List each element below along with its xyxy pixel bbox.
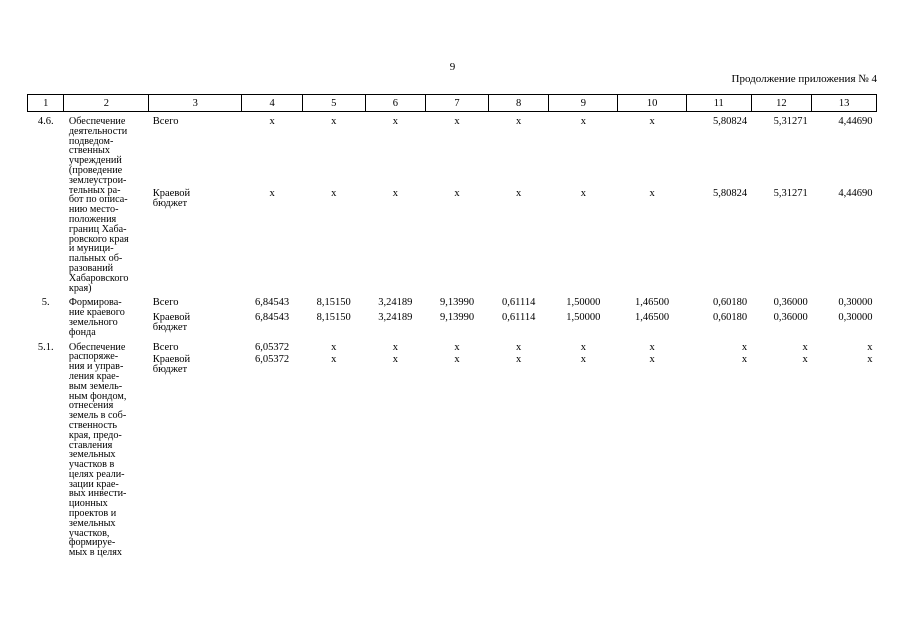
- value-text: 0,61114: [501, 311, 536, 323]
- value-text: х: [867, 353, 873, 365]
- value-text: х: [331, 188, 337, 200]
- value-text: х: [580, 353, 586, 365]
- value-text: х: [580, 116, 586, 127]
- value-text: х: [392, 353, 398, 365]
- value-text: 0,60180: [712, 311, 748, 323]
- value-text: 5,31271: [773, 116, 808, 127]
- value-cell: [365, 293, 426, 337]
- value-text: 6,84543: [255, 311, 290, 323]
- funding-source-label: Всего: [152, 297, 179, 309]
- value-text: х: [454, 116, 460, 127]
- value-text: 9,13990: [439, 297, 475, 309]
- value-text: х: [269, 116, 275, 127]
- value-text: 3,24189: [378, 311, 413, 323]
- value-text: х: [649, 353, 655, 365]
- value-cell: [302, 112, 365, 294]
- funding-source-label: Краевой бюджет: [152, 311, 191, 333]
- value-text: 6,84543: [255, 297, 290, 309]
- funding-source-cell: [149, 338, 242, 559]
- value-cell: [488, 293, 549, 337]
- value-text: х: [867, 341, 873, 353]
- value-text: х: [331, 353, 337, 365]
- value-text: 5,80824: [712, 116, 748, 127]
- value-text: 4,44690: [838, 188, 873, 200]
- funding-source-cell: [149, 293, 242, 337]
- table-row: [28, 112, 877, 294]
- value-cell: [751, 338, 812, 559]
- value-cell: [618, 112, 687, 294]
- value-text: х: [516, 188, 522, 200]
- value-text: 5,80824: [712, 188, 748, 200]
- value-cell: [751, 112, 812, 294]
- funding-source-label: Краевой бюджет: [152, 188, 191, 210]
- value-text: х: [649, 116, 655, 127]
- value-cell: [426, 338, 489, 559]
- value-text: 9,13990: [439, 311, 475, 323]
- header-cell: 7: [426, 95, 489, 112]
- value-text: х: [516, 353, 522, 365]
- value-cell: [686, 112, 751, 294]
- value-cell: [812, 112, 877, 294]
- value-text: 6,05372: [255, 341, 290, 353]
- value-text: 1,46500: [635, 297, 670, 309]
- row-name: Обеспечение распоряже- ния и управ- ления крае- вым земель- ным фондом, отнесения земель в соб- ственность края, предо- ставления земельных участков в целях реали- зации крае- вых инвести- ционных проектов и земельных участков, формируе- мых в целях: [68, 341, 127, 559]
- value-text: 0,30000: [838, 311, 873, 323]
- header-cell: 6: [365, 95, 426, 112]
- header-cell: 12: [751, 95, 812, 112]
- budget-table: [27, 94, 877, 558]
- value-text: х: [331, 341, 337, 353]
- value-text: х: [802, 353, 808, 365]
- value-cell: [426, 112, 489, 294]
- value-cell: [488, 112, 549, 294]
- value-cell: [812, 293, 877, 337]
- value-text: 0,60180: [712, 297, 748, 309]
- value-cell: [302, 338, 365, 559]
- header-cell: 3: [149, 95, 242, 112]
- value-cell: [242, 293, 303, 337]
- value-cell: [365, 112, 426, 294]
- header-cell: 13: [812, 95, 877, 112]
- value-text: х: [516, 116, 522, 127]
- funding-source-cell: [149, 112, 242, 294]
- value-text: х: [580, 341, 586, 353]
- value-text: 0,61114: [501, 297, 536, 309]
- header-cell: 9: [549, 95, 618, 112]
- value-text: 6,05372: [255, 353, 290, 365]
- value-text: х: [454, 353, 460, 365]
- row-number: 5.1.: [37, 341, 54, 353]
- value-cell: [242, 112, 303, 294]
- value-text: 0,36000: [773, 297, 808, 309]
- table-row: [28, 338, 877, 559]
- value-cell: [549, 338, 618, 559]
- row-number: 4.6.: [37, 116, 54, 127]
- header-cell: 1: [28, 95, 64, 112]
- value-cell: [751, 293, 812, 337]
- value-text: 1,46500: [635, 311, 670, 323]
- header-cell: 11: [686, 95, 751, 112]
- funding-source-label: Всего: [152, 116, 179, 127]
- table-body: [28, 112, 877, 559]
- value-text: х: [802, 341, 808, 353]
- header-cell: 4: [242, 95, 303, 112]
- appendix-continuation-label: Продолжение приложения № 4: [731, 73, 877, 85]
- value-text: 0,30000: [838, 297, 873, 309]
- value-text: 0,36000: [773, 311, 808, 323]
- value-text: 8,15150: [316, 297, 351, 309]
- value-cell: [426, 293, 489, 337]
- table-row: [28, 293, 877, 337]
- value-text: х: [741, 353, 748, 365]
- value-cell: [812, 338, 877, 559]
- value-cell: [242, 338, 303, 559]
- funding-source-label: Краевой бюджет: [152, 353, 191, 375]
- value-cell: [488, 338, 549, 559]
- value-text: х: [516, 341, 522, 353]
- value-cell: [365, 338, 426, 559]
- value-text: 8,15150: [316, 311, 351, 323]
- value-cell: [549, 293, 618, 337]
- value-text: х: [392, 116, 398, 127]
- value-text: х: [269, 188, 275, 200]
- header-cell: 2: [64, 95, 149, 112]
- value-text: 5,31271: [773, 188, 808, 200]
- value-text: х: [649, 188, 655, 200]
- value-text: х: [454, 188, 460, 200]
- value-text: 4,44690: [838, 116, 873, 127]
- value-cell: [618, 338, 687, 559]
- value-cell: [686, 293, 751, 337]
- value-text: х: [741, 341, 748, 353]
- value-text: 1,50000: [566, 311, 601, 323]
- row-number: 5.: [41, 297, 50, 309]
- value-text: х: [649, 341, 655, 353]
- table-header-row: [28, 95, 877, 112]
- value-text: 1,50000: [566, 297, 601, 309]
- header-cell: 5: [302, 95, 365, 112]
- value-text: х: [454, 341, 460, 353]
- value-text: х: [580, 188, 586, 200]
- funding-source-label: Всего: [152, 341, 179, 353]
- value-cell: [302, 293, 365, 337]
- row-name: Обеспечение деятельности подведом- ственных учреждений (проведение землеустрои- тельных ра- бот по описа- нию место- положения границ Хаба- ровского края и муници- пальных об- разований Хабаровского края): [68, 116, 129, 294]
- value-text: 3,24189: [378, 297, 413, 309]
- value-cell: [549, 112, 618, 294]
- row-name: Формирова- ние краевого земельного фонда: [68, 297, 125, 338]
- value-cell: [686, 338, 751, 559]
- value-cell: [618, 293, 687, 337]
- header-cell: 8: [488, 95, 549, 112]
- value-text: х: [331, 116, 337, 127]
- value-text: х: [392, 188, 398, 200]
- value-text: х: [392, 341, 398, 353]
- page-number: 9: [449, 61, 456, 73]
- header-cell: 10: [618, 95, 687, 112]
